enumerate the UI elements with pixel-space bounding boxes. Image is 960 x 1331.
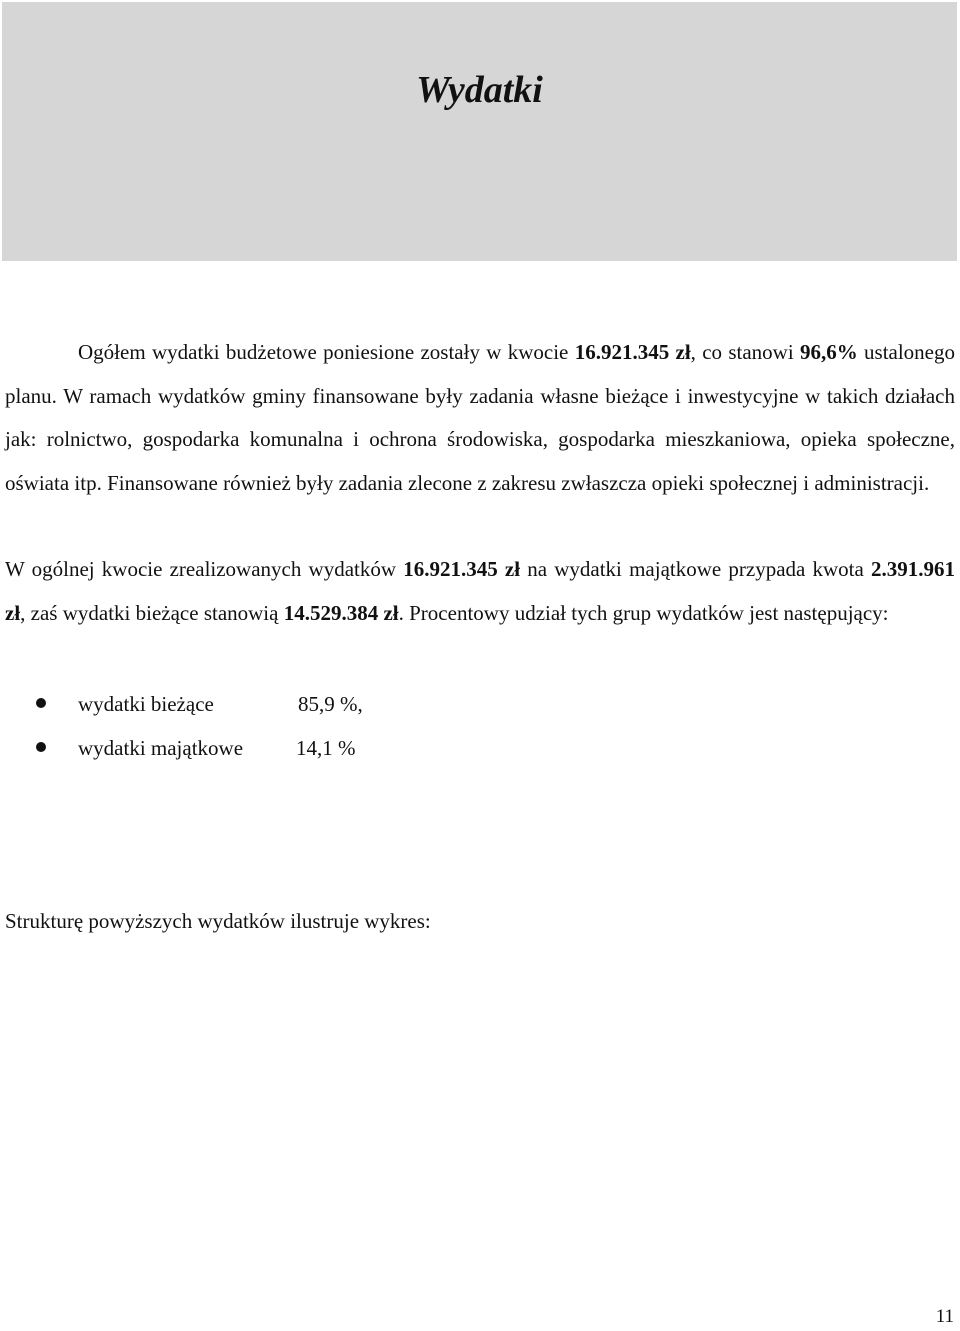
plan-percent: 96,6%	[799, 340, 858, 364]
chart-intro-text: Strukturę powyższych wydatków ilustruje wykres:	[5, 909, 431, 933]
capital-amount: 2.391.961 zł	[5, 557, 956, 625]
paragraph-text: W ogólnej kwocie zrealizowanych wydatków	[5, 557, 404, 581]
page-title: Wydatki	[416, 69, 543, 111]
list-item-value: 14,1 %	[296, 736, 356, 760]
paragraph-text: , zaś wydatki bieżące stanowią	[20, 600, 284, 625]
bullet-icon	[36, 698, 46, 708]
list-item-label: wydatki majątkowe	[78, 736, 244, 760]
list-item-label: wydatki bieżące	[78, 692, 214, 716]
current-amount: 14.529.384 zł	[283, 600, 399, 625]
paragraph-text: Ogółem wydatki budżetowe poniesione zostały w kwocie	[78, 340, 575, 364]
paragraph-text: na wydatki majątkowe przypada kwota	[520, 557, 872, 581]
paragraph-breakdown	[5, 548, 955, 635]
paragraph-text: . Procentowy udział tych grup wydatków jest następujący:	[398, 600, 889, 625]
title-box	[2, 2, 957, 261]
bullet-icon	[36, 742, 46, 752]
list-item-value: 85,9 %,	[298, 692, 363, 716]
total-amount: 16.921.345 zł	[403, 557, 521, 581]
page-number: 11	[935, 1306, 954, 1327]
paragraph-summary	[5, 331, 955, 505]
paragraph-text: ustalonego planu. W ramach wydatków gminy finansowane były zadania własne bieżące i inwestycyjne w takich działach jak: rolnictwo, gospodarka komunalna i ochrona środowiska, gospodarka mieszkaniowa, opieka społeczne, oświata itp. Finansowane również były zadania zlecone z zakresu zwłaszcza opieki społecznej i administracji.	[5, 340, 956, 495]
total-amount: 16.921.345 zł	[574, 340, 691, 364]
paragraph-text: , co stanowi	[690, 340, 800, 364]
